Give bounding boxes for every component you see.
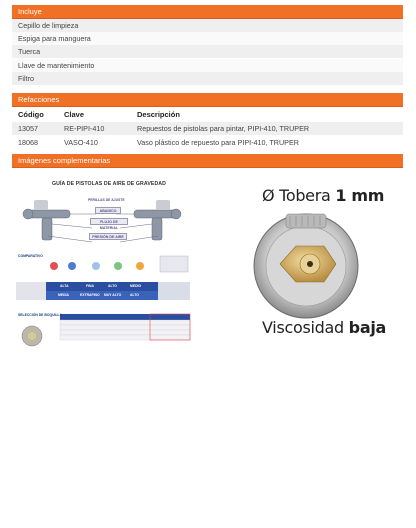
list-item: Filtro [12, 72, 403, 85]
section-header-imagenes: Imágenes complementarias [12, 154, 403, 168]
cell-clave: VASO-410 [64, 138, 98, 147]
label-abanico: ABANICO [95, 207, 121, 214]
label-flujo: FLUJO DE MATERIAL [90, 218, 128, 225]
cell-codigo: 13057 [18, 124, 38, 133]
label-presion: PRESIÓN DE AIRE [89, 233, 127, 240]
list-item: Llave de mantenimiento [12, 59, 403, 72]
nozzle-caption [262, 186, 384, 205]
cell-value: ALTO [130, 293, 139, 297]
column-header-clave: Clave [64, 110, 85, 119]
cell-value: EXTRAFINO [80, 293, 100, 297]
section-header-refacciones: Refacciones [12, 93, 403, 107]
column-header-descripcion: Descripción [137, 110, 180, 119]
cell-descripcion: Vaso plástico de repuesto para PIPI-410, TRUPER [137, 138, 299, 147]
column-header-codigo: Código [18, 110, 44, 119]
cell-value: MEDIA [58, 293, 69, 297]
list-item: Cepillo de limpieza [12, 19, 403, 32]
seleccion-label: SELECCIÓN DE BOQUILLA [18, 313, 63, 317]
list-item: Tuerca [12, 45, 403, 58]
spray-gun-guide-image [12, 190, 194, 360]
cell-value: MUY ALTO [104, 293, 122, 297]
cell-value: FINA [86, 284, 94, 288]
nozzle-image [250, 208, 362, 320]
list-item: Espiga para manguera [12, 32, 403, 45]
viscosity-prefix: Viscosidad [262, 318, 344, 337]
cell-codigo: 18068 [18, 138, 38, 147]
viscosity-value: baja [348, 318, 387, 337]
cell-descripcion: Repuestos de pistolas para pintar, PIPI-410, TRUPER [137, 124, 310, 133]
cell-clave: RE-PIPI-410 [64, 124, 105, 133]
nozzle-value: 1 mm [335, 186, 385, 205]
knobs-label: PERILLAS DE AJUSTE [88, 198, 125, 202]
comparativo-label: COMPARATIVO [18, 254, 43, 258]
viscosity-caption [262, 318, 386, 337]
section-header-incluye: Incluye [12, 5, 403, 19]
guide-title: GUÍA DE PISTOLAS DE AIRE DE GRAVEDAD [52, 181, 166, 187]
cell-value: ALTO [108, 284, 117, 288]
cell-value: MEDIO [130, 284, 142, 288]
nozzle-prefix: Ø Tobera [262, 186, 331, 205]
cell-value: ALTA [60, 284, 69, 288]
